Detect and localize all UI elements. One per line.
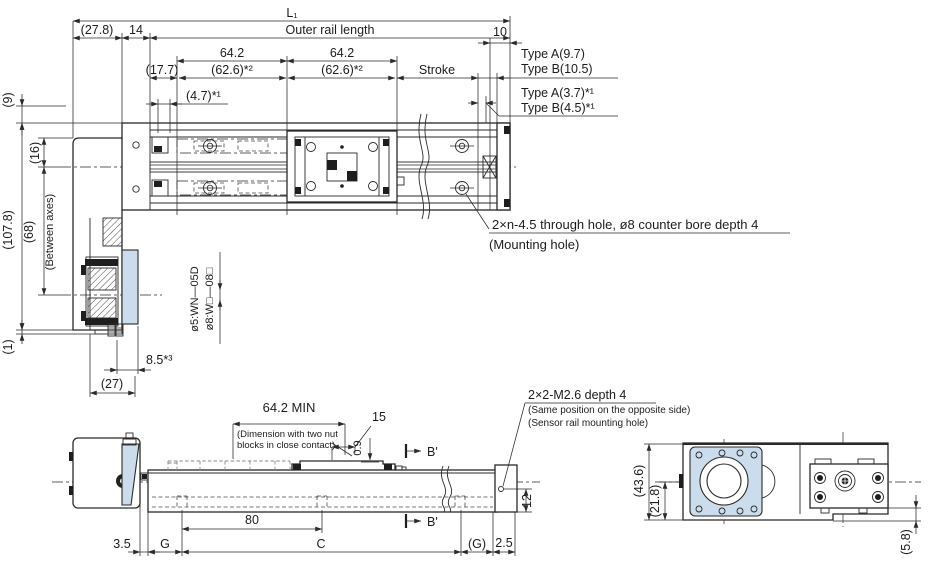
section-b-bottom: B': [427, 515, 438, 529]
label-type-b-10-5: Type B(10.5): [521, 62, 593, 76]
dim-64-2-b: 64.2: [329, 46, 355, 60]
dim-stroke: Stroke: [418, 63, 456, 77]
dim-1: (1): [1, 339, 15, 355]
dim-8-5: 8.5*³: [146, 353, 173, 367]
dim-64-2-min: 64.2 MIN: [262, 400, 316, 415]
dim-43-6: (43.6): [632, 464, 646, 498]
label-mounting-hole: (Mounting hole): [489, 237, 580, 252]
label-shaft-w08: ø8:W□—08□: [204, 267, 216, 331]
dim-4-7: (4.7)*¹: [186, 89, 221, 103]
dim-27: (27): [100, 377, 124, 391]
dim-9: (9): [1, 92, 15, 108]
dim-10: 10: [493, 25, 507, 39]
dim-21-8: (21.8): [648, 484, 662, 518]
label-type-a-3-7: Type A(3.7)*¹: [521, 86, 594, 100]
dim-2-5: 2.5: [495, 536, 513, 550]
dim-16: (16): [28, 141, 42, 165]
dim-80: 80: [245, 513, 259, 527]
label-shaft-wn05d: ø5:WN—05D: [189, 266, 201, 332]
dim-62-6-a: (62.6)*²: [211, 63, 253, 77]
note-sensor-title: 2×2-M2.6 depth 4: [528, 388, 627, 402]
dim-64-2-a: 64.2: [219, 46, 245, 60]
dim-g-paren: (G): [467, 537, 487, 551]
dim-12: 12: [520, 494, 534, 508]
dim-outer-rail-length: Outer rail length: [285, 23, 375, 37]
note-nut-blocks-2: blocks in close contact): [237, 440, 336, 451]
dim-107-8: (107.8): [1, 210, 15, 250]
dim-0-9: 0.9: [352, 440, 364, 456]
note-sensor-1: (Same position on the opposite side): [528, 405, 691, 416]
dim-62-6-b: (62.6)*²: [321, 63, 363, 77]
note-sensor-2: (Sensor rail mounting hole): [528, 418, 649, 429]
dim-17-7: (17.7): [145, 63, 179, 77]
section-b-top: B': [427, 445, 438, 459]
dim-68: (68): [22, 220, 36, 244]
dim-g: G: [160, 537, 170, 551]
dim-15: 15: [372, 410, 386, 424]
dim-l1: L₁: [286, 6, 298, 20]
note-mounting-hole: 2×n-4.5 through hole, ø8 counter bore depth 4: [492, 217, 759, 232]
dim-27-8: (27.8): [80, 23, 114, 37]
note-nut-blocks-1: (Dimension with two nut: [237, 429, 338, 440]
label-between-axes: (Between axes): [44, 193, 56, 271]
label-type-a-9-7: Type A(9.7): [521, 47, 585, 61]
top-view: [1, 6, 790, 397]
dim-14: 14: [129, 23, 143, 37]
label-type-b-4-5: Type B(4.5)*¹: [521, 101, 595, 115]
dim-3-5: 3.5: [113, 537, 131, 551]
end-view: [632, 432, 921, 555]
dim-5-8: (5.8): [899, 529, 913, 555]
dim-c: C: [316, 537, 326, 551]
side-view: [52, 388, 690, 556]
